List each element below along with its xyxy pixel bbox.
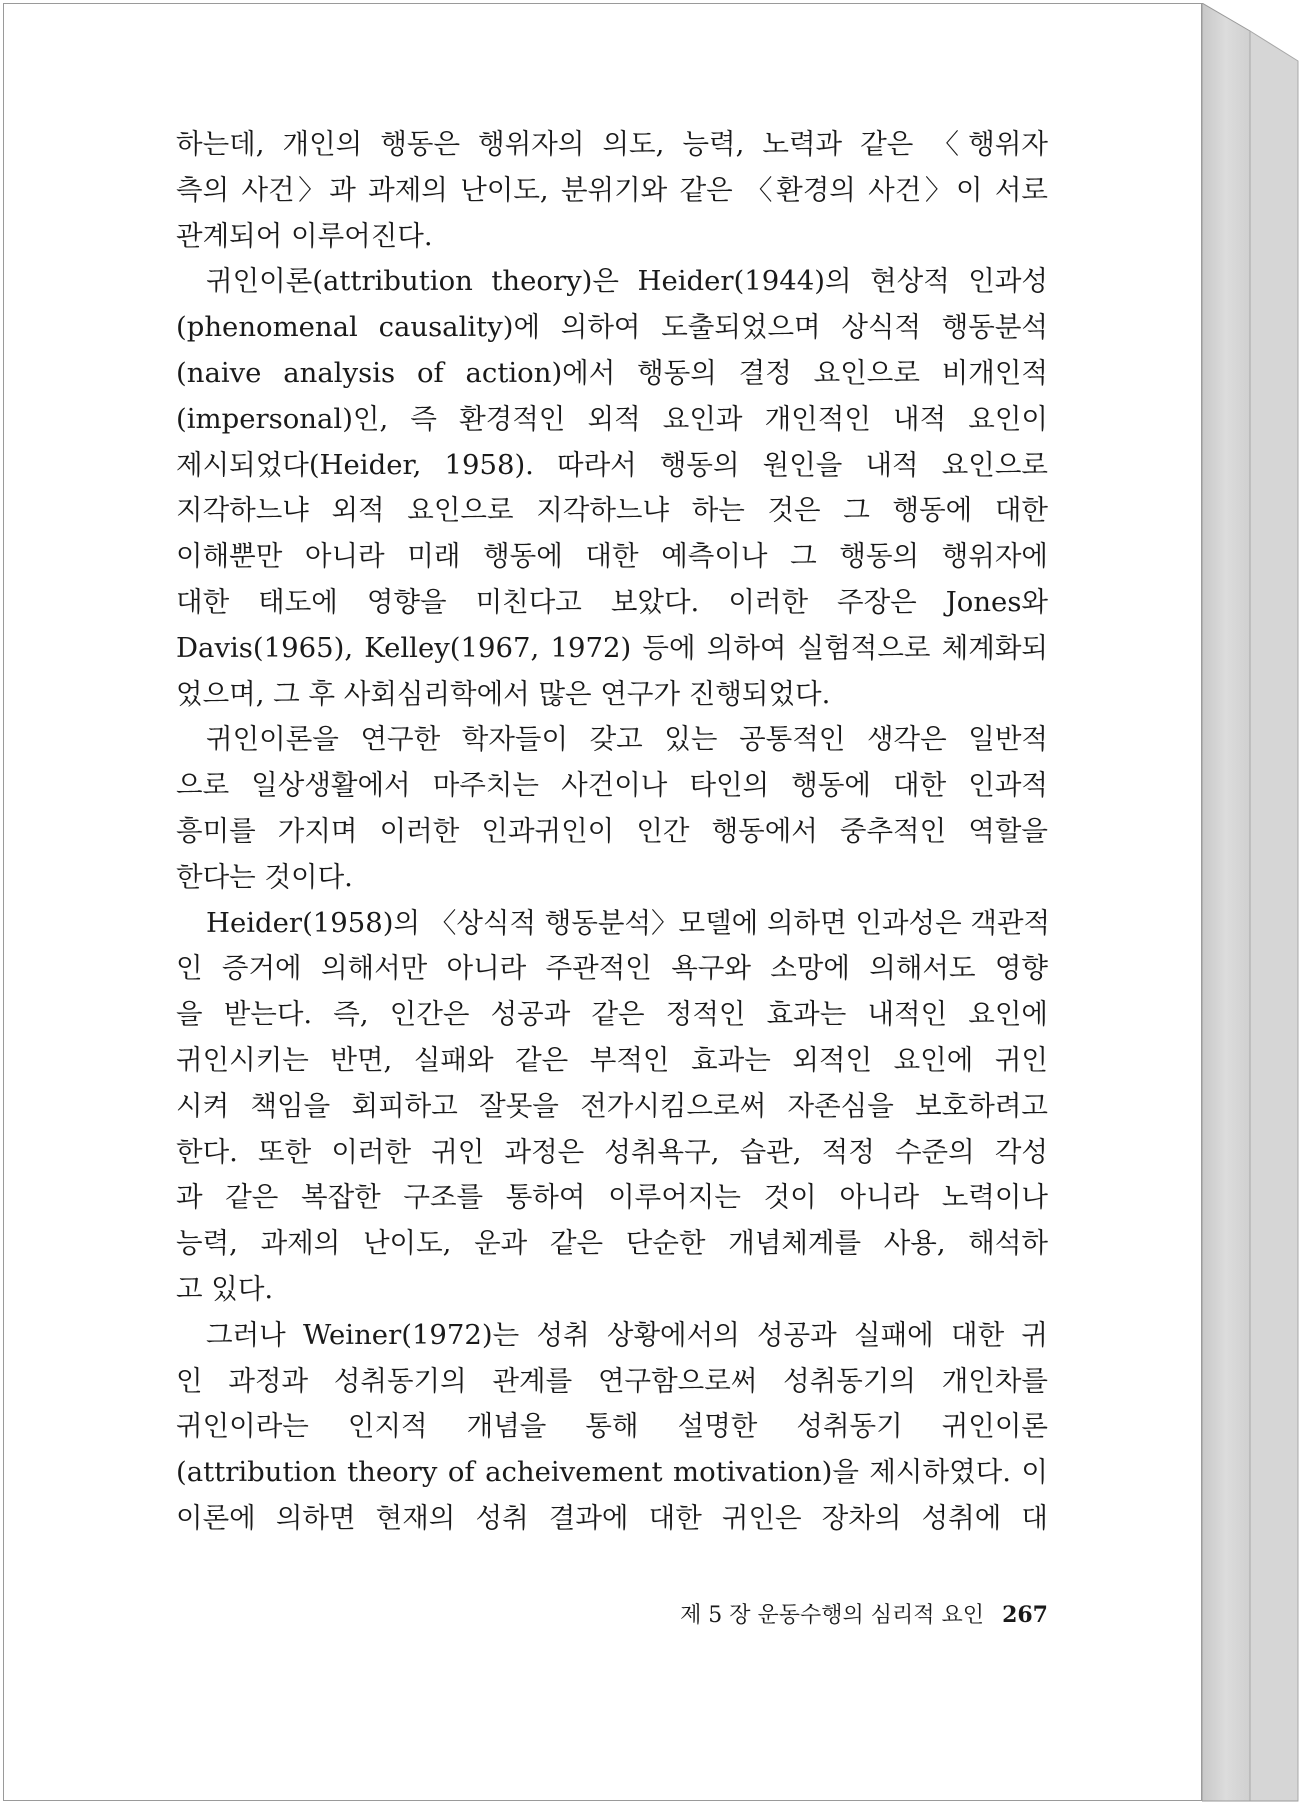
text-line: 측의 사건〉과 과제의 난이도, 분위기와 같은 〈환경의 사건〉이 서로 (176, 173, 1048, 206)
text-line: 그러나 Weiner(1972)는 성취 상황에서의 성공과 실패에 대한 귀 (206, 1318, 1048, 1351)
text-line: 인 증거에 의해서만 아니라 주관적인 욕구와 소망에 의해서도 영향 (176, 952, 1048, 985)
text-line: (attribution theory of acheivement motivation)을 제시하였다. 이 (176, 1456, 1048, 1489)
body-text (176, 122, 1051, 1542)
text-line: 인 과정과 성취동기의 관계를 연구함으로써 성취동기의 개인차를 (176, 1364, 1048, 1397)
page-footer (600, 1598, 1048, 1629)
text-line: 었으며, 그 후 사회심리학에서 많은 연구가 진행되었다. (176, 677, 831, 710)
text-line: 능력, 과제의 난이도, 운과 같은 단순한 개념체계를 사용, 해석하 (176, 1227, 1048, 1260)
text-line: 이론에 의하면 현재의 성취 결과에 대한 귀인은 장차의 성취에 대 (176, 1501, 1048, 1534)
text-line: (impersonal)인, 즉 환경적인 외적 요인과 개인적인 내적 요인이 (176, 402, 1048, 435)
text-line: 귀인이라는 인지적 개념을 통해 설명한 성취동기 귀인이론 (176, 1410, 1048, 1443)
text-line: 지각하느냐 외적 요인으로 지각하느냐 하는 것은 그 행동에 대한 (176, 494, 1048, 527)
text-line: 고 있다. (176, 1272, 274, 1305)
chapter-title: 제 5 장 운동수행의 심리적 요인 (680, 1603, 985, 1628)
text-line: 귀인시키는 반면, 실패와 같은 부적인 효과는 외적인 요인에 귀인 (176, 1043, 1048, 1076)
text-line: 으로 일상생활에서 마주치는 사건이나 타인의 행동에 대한 인과적 (176, 769, 1048, 802)
text-line: 귀인이론(attribution theory)은 Heider(1944)의 현상적 인과성 (206, 265, 1048, 298)
page-edge-shading (1202, 3, 1307, 1806)
text-line: 과 같은 복잡한 구조를 통하여 이루어지는 것이 아니라 노력이나 (176, 1181, 1048, 1214)
text-line: 관계되어 이루어진다. (176, 219, 433, 252)
text-line: 이해뿐만 아니라 미래 행동에 대한 예측이나 그 행동의 행위자에 (176, 540, 1048, 573)
text-line: 제시되었다(Heider, 1958). 따라서 행동의 원인을 내적 요인으로 (176, 448, 1048, 481)
text-line: (naive analysis of action)에서 행동의 결정 요인으로 비개인적 (176, 356, 1048, 389)
text-line: Heider(1958)의 〈상식적 행동분석〉모델에 의하면 인과성은 객관적 (206, 906, 1051, 939)
page-number: 267 (1002, 1602, 1048, 1628)
text-line: 을 받는다. 즉, 인간은 성공과 같은 정적인 효과는 내적인 요인에 (176, 998, 1048, 1031)
text-line: 하는데, 개인의 행동은 행위자의 의도, 능력, 노력과 같은 〈행위자 (176, 128, 1048, 160)
text-line: 귀인이론을 연구한 학자들이 갖고 있는 공통적인 생각은 일반적 (206, 723, 1048, 756)
text-line: 한다는 것이다. (176, 860, 353, 893)
text-line: 대한 태도에 영향을 미친다고 보았다. 이러한 주장은 Jones와 (176, 585, 1048, 618)
text-line: Davis(1965), Kelley(1967, 1972) 등에 의하여 실험적으로 체계화되 (176, 631, 1048, 664)
text-line: 시켜 책임을 회피하고 잘못을 전가시킴으로써 자존심을 보호하려고 (176, 1089, 1048, 1122)
text-line: (phenomenal causality)에 의하여 도출되었으며 상식적 행동분석 (176, 311, 1048, 344)
text-line: 한다. 또한 이러한 귀인 과정은 성취욕구, 습관, 적정 수준의 각성 (176, 1135, 1048, 1168)
text-line: 흥미를 가지며 이러한 인과귀인이 인간 행동에서 중추적인 역할을 (176, 814, 1048, 847)
